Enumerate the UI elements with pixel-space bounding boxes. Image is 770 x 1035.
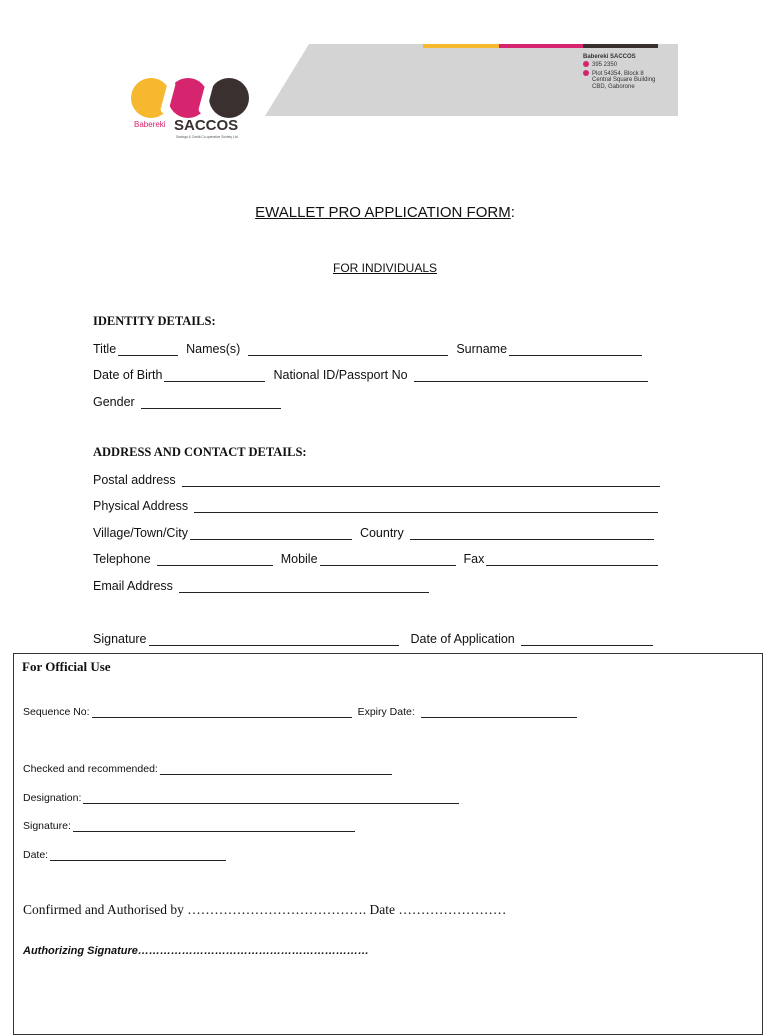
- org-name: Babereki SACCOS: [583, 54, 636, 60]
- checked-row: Checked and recommended:: [23, 761, 398, 775]
- contact-heading: ADDRESS AND CONTACT DETAILS:: [93, 445, 307, 459]
- village-row: Village/Town/City Country: [93, 524, 654, 540]
- org-address-line2: Central Square Building: [592, 77, 656, 83]
- email-field[interactable]: [179, 580, 429, 593]
- identity-heading: IDENTITY DETAILS:: [93, 314, 216, 328]
- confirmed-authorised-line: Confirmed and Authorised by …………………………………. Date ……………………: [23, 902, 507, 917]
- national-id-field[interactable]: [414, 369, 648, 382]
- org-phone: 395 2350: [583, 61, 617, 69]
- physical-field[interactable]: [194, 500, 658, 513]
- logo-text-small: Babereki: [134, 120, 166, 129]
- official-signature-row: Signature:: [23, 818, 361, 832]
- identity-row-3: Gender: [93, 393, 289, 409]
- postal-row: Postal address: [93, 471, 660, 487]
- country-field[interactable]: [410, 527, 654, 540]
- dob-field[interactable]: [164, 369, 265, 382]
- logo-tagline: Savings & Credit Co-operative Society Ltd: [176, 135, 238, 139]
- designation-field[interactable]: [83, 793, 459, 804]
- official-date-field[interactable]: [50, 850, 226, 861]
- phone-icon: [583, 61, 589, 67]
- application-date-field[interactable]: [521, 633, 653, 646]
- logo-text-big: SACCOS: [174, 117, 239, 134]
- designation-row: Designation:: [23, 790, 465, 804]
- checked-field[interactable]: [160, 764, 392, 775]
- sequence-row: Sequence No: Expiry Date:: [23, 704, 583, 718]
- location-icon: [583, 70, 589, 76]
- org-address-line3: CBD, Gaborone: [592, 84, 635, 90]
- title-field[interactable]: [118, 343, 178, 356]
- village-field[interactable]: [190, 527, 352, 540]
- authorizing-signature-line: Authorizing Signature………………………………………………………: [23, 945, 369, 957]
- form-subtitle: FOR INDIVIDUALS: [332, 261, 437, 275]
- sequence-field[interactable]: [92, 707, 352, 718]
- surname-field[interactable]: [509, 343, 642, 356]
- names-field[interactable]: [248, 343, 448, 356]
- official-date-row: Date:: [23, 847, 232, 861]
- signature-row: Signature Date of Application: [93, 630, 653, 646]
- org-address: Plot 54354, Block 8: [583, 70, 644, 78]
- signature-field[interactable]: [149, 633, 399, 646]
- mobile-field[interactable]: [320, 553, 456, 566]
- official-signature-field[interactable]: [73, 821, 355, 832]
- identity-row-2: Date of Birth National ID/Passport No: [93, 366, 648, 382]
- telephone-field[interactable]: [157, 553, 273, 566]
- phone-row: Telephone Mobile Fax: [93, 550, 658, 566]
- identity-row-1: Title Names(s) Surname: [93, 340, 642, 356]
- expiry-field[interactable]: [421, 707, 577, 718]
- form-title: EWALLET PRO APPLICATION FORM:: [255, 204, 515, 221]
- fax-field[interactable]: [486, 553, 658, 566]
- saccos-logo: [128, 76, 263, 144]
- official-use-title: For Official Use: [22, 659, 111, 674]
- physical-row: Physical Address: [93, 497, 658, 513]
- postal-field[interactable]: [182, 474, 660, 487]
- gender-field[interactable]: [141, 396, 281, 409]
- email-row: Email Address: [93, 577, 437, 593]
